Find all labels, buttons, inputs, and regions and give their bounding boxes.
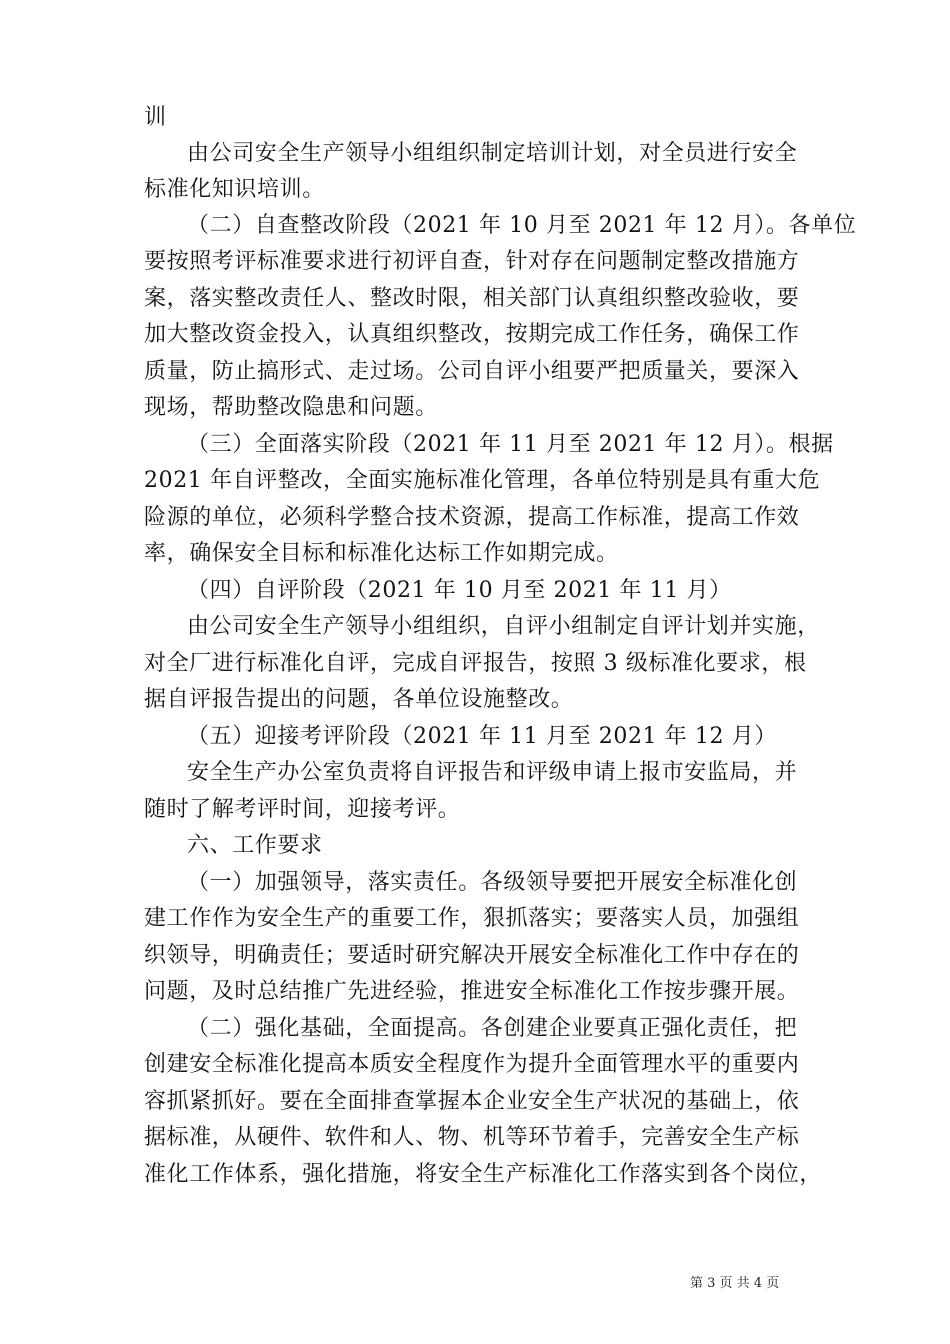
text-line: 安全生产办公室负责将自评报告和评级申请上报市安监局，并: [187, 760, 798, 785]
text-line: 织领导，明确责任；要适时研究解决开展安全标准化工作中存在的: [144, 943, 800, 968]
text-line: 加大整改资金投入，认真组织整改，按期完成工作任务，确保工作: [144, 322, 800, 347]
text-line: 质量，防止搞形式、走过场。公司自评小组要严把质量关，要深入: [144, 359, 800, 384]
text-line: 据自评报告提出的问题，各单位设施整改。: [144, 687, 574, 712]
text-line: 准化工作体系，强化措施，将安全生产标准化工作落实到各个岗位，: [144, 1162, 823, 1187]
text-line: （五）迎接考评阶段（2021 年 11 月至 2021 年 12 月）: [187, 724, 777, 749]
text-line: 现场，帮助整改隐患和问题。: [144, 395, 438, 420]
text-line: 对全厂进行标准化自评，完成自评报告，按照 3 级标准化要求，根: [144, 651, 807, 676]
text-line: 率，确保安全目标和标准化达标工作如期完成。: [144, 541, 619, 566]
text-line: （一）加强领导，落实责任。各级领导要把开展安全标准化创: [187, 870, 798, 895]
text-line: （四）自评阶段（2021 年 10 月至 2021 年 11 月）: [187, 578, 732, 603]
text-line: 容抓紧抓好。要在全面排查掌握本企业安全生产状况的基础上，依: [144, 1089, 800, 1114]
text-line: （三）全面落实阶段（2021 年 11 月至 2021 年 12 月）。根据: [187, 432, 834, 457]
text-line: 2021 年自评整改，全面实施标准化管理，各单位特别是具有重大危: [144, 468, 821, 493]
text-line: 据标准，从硬件、软件和人、物、机等环节着手，完善安全生产标: [144, 1125, 800, 1150]
text-line: 标准化知识培训。: [144, 177, 325, 202]
text-line: 随时了解考评时间，迎接考评。: [144, 797, 461, 822]
text-line: 由公司安全生产领导小组组织制定培训计划，对全员进行安全: [187, 141, 798, 166]
text-line: 案，落实整改责任人、整改时限，相关部门认真组织整改验收，要: [144, 286, 800, 311]
text-line: 建工作作为安全生产的重要工作，狠抓落实；要落实人员，加强组: [144, 906, 800, 931]
text-line: 六、工作要求: [187, 833, 323, 858]
text-line: 创建安全标准化提高本质安全程度作为提升全面管理水平的重要内: [144, 1052, 800, 1077]
text-line: 问题，及时总结推广先进经验，推进安全标准化工作按步骤开展。: [144, 979, 800, 1004]
text-line: 险源的单位，必须科学整合技术资源，提高工作标准，提高工作效: [144, 505, 800, 530]
text-line: 训: [144, 105, 167, 130]
text-line: 要按照考评标准要求进行初评自查，针对存在问题制定整改措施方: [144, 249, 800, 274]
text-line: （二）自查整改阶段（2021 年 10 月至 2021 年 12 月）。各单位: [187, 213, 857, 238]
text-line: 由公司安全生产领导小组组织，自评小组制定自评计划并实施，: [187, 614, 820, 639]
text-line: （二）强化基础，全面提高。各创建企业要真正强化责任，把: [187, 1016, 798, 1041]
page-footer: 第 3 页 共 4 页: [690, 1276, 780, 1291]
